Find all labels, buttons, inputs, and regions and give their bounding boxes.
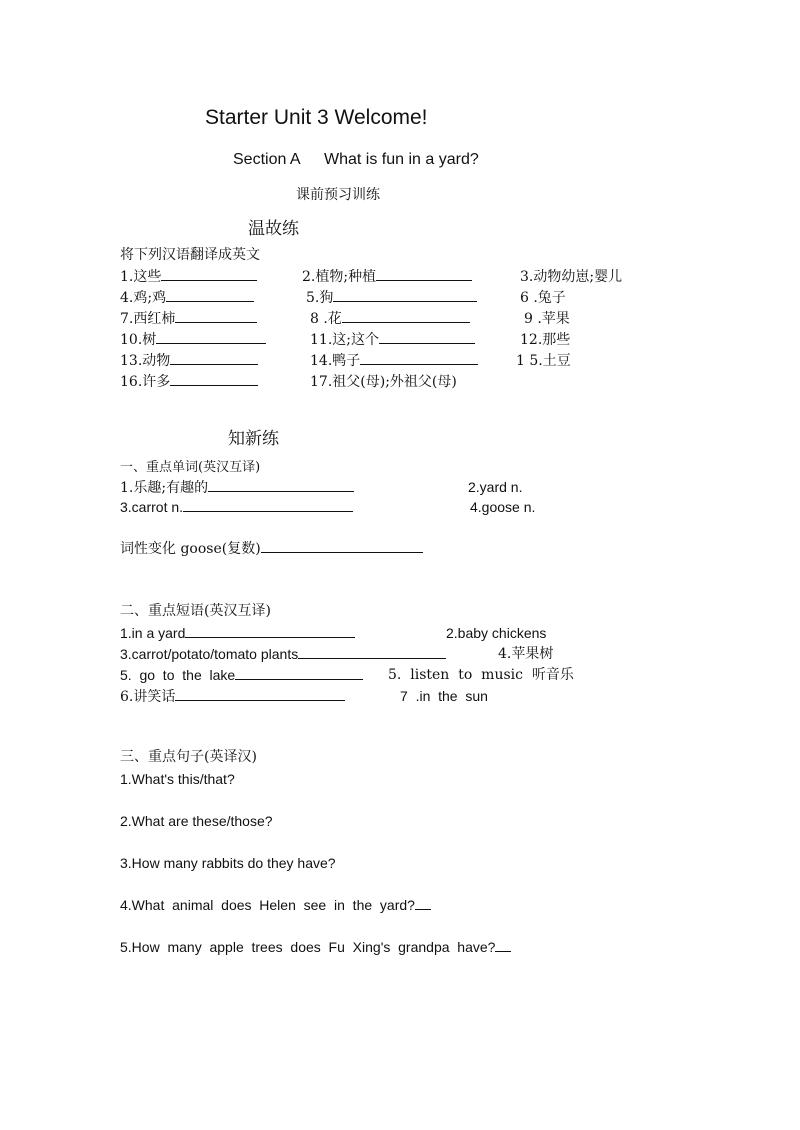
phrase-item: 4.苹果树 — [498, 646, 554, 662]
word-item: 3.carrot n. — [120, 498, 353, 516]
phrase-item: 2.baby chickens — [446, 625, 547, 641]
review-item: 3.动物幼崽;婴儿 — [520, 269, 623, 285]
word-item: 1.乐趣;有趣的 — [120, 478, 354, 497]
phrases-title: 二、重点短语(英汉互译) — [120, 603, 271, 619]
new-heading: 知新练 — [228, 429, 279, 449]
word-item: 2.yard n. — [468, 479, 523, 495]
review-heading: 温故练 — [248, 219, 299, 239]
words-title: 一、重点单词(英汉互译) — [120, 460, 261, 475]
review-item: 1 5.土豆 — [516, 353, 571, 369]
phrase-item: 1.in a yard — [120, 624, 355, 642]
review-instruction: 将下列汉语翻译成英文 — [120, 247, 260, 263]
phrase-item: 7 .in the sun — [400, 688, 488, 704]
review-item: 16.许多 — [120, 372, 258, 391]
section-label: Section A — [233, 151, 301, 168]
sentence-item: 3.How many rabbits do they have? — [120, 855, 336, 871]
word-form: 词性变化 goose(复数) — [120, 539, 423, 558]
preview-label: 课前预习训练 — [296, 187, 380, 203]
word-item: 4.goose n. — [470, 499, 536, 515]
review-item: 11.这;这个 — [310, 330, 475, 349]
review-item: 1.这些 — [120, 267, 257, 286]
review-item: 10.树 — [120, 330, 266, 349]
review-item: 12.那些 — [520, 332, 571, 348]
review-item: 4.鸡;鸡 — [120, 288, 254, 307]
review-item: 17.祖父(母);外祖父(母) — [310, 374, 457, 390]
review-item: 6 .兔子 — [520, 290, 566, 306]
review-item: 13.动物 — [120, 351, 258, 370]
phrase-item: 3.carrot/potato/tomato plants — [120, 645, 446, 663]
review-item: 9 .苹果 — [524, 311, 570, 327]
review-item: 2.植物;种植 — [302, 267, 472, 286]
sentence-item: 5.How many apple trees does Fu Xing's grandpa have? — [120, 938, 511, 956]
phrase-item: 5. go to the lake — [120, 666, 363, 684]
review-item: 8 .花 — [310, 309, 470, 328]
sentence-item: 4.What animal does Helen see in the yard? — [120, 896, 431, 914]
phrase-item: 5. listen to music 听音乐 — [388, 667, 574, 683]
sentences-title: 三、重点句子(英译汉) — [120, 749, 257, 765]
phrase-item: 6.讲笑话 — [120, 687, 345, 706]
section-question: What is fun in a yard? — [324, 151, 479, 168]
review-item: 5.狗 — [306, 288, 477, 307]
review-item: 7.西红柿 — [120, 309, 257, 328]
sentence-item: 2.What are these/those? — [120, 813, 273, 829]
review-item: 14.鸭子 — [310, 351, 478, 370]
page-title: Starter Unit 3 Welcome! — [205, 106, 428, 129]
sentence-item: 1.What's this/that? — [120, 771, 235, 787]
